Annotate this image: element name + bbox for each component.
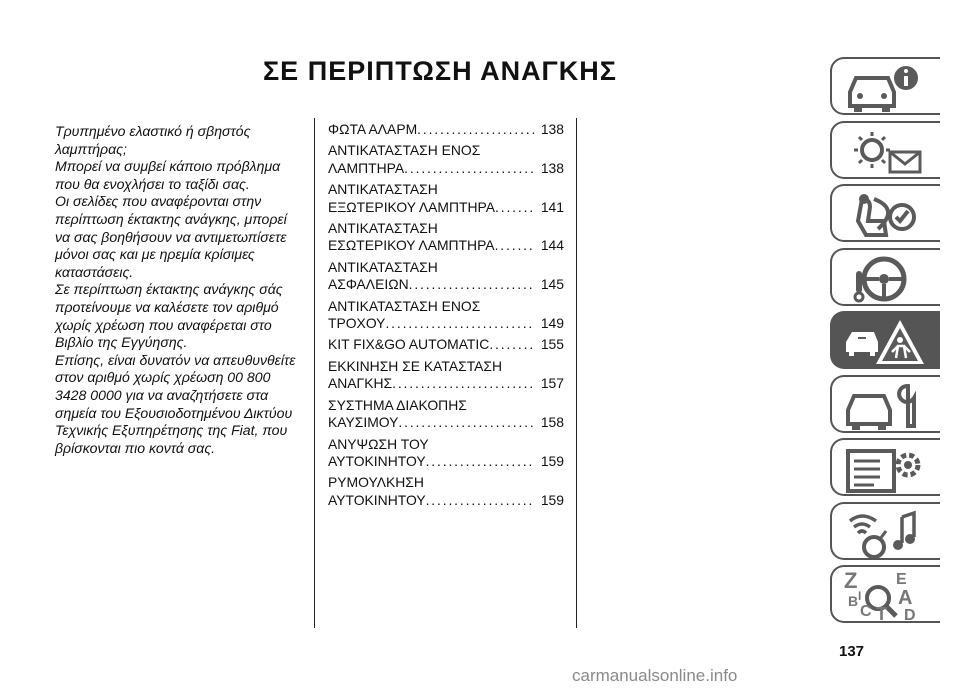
toc-page-number: 138 bbox=[540, 159, 564, 176]
chapter-tab[interactable] bbox=[830, 248, 940, 306]
index-letter: C bbox=[860, 603, 872, 620]
toc-entry-label: ΑΝΤΙΚΑΤΑΣΤΑΣΗ bbox=[328, 220, 438, 237]
toc-entry-label: ΑΝΑΓΚΗΣ bbox=[328, 375, 393, 392]
toc-entry[interactable] bbox=[328, 474, 564, 509]
dot-leader bbox=[495, 237, 535, 254]
index-letter: A bbox=[898, 587, 913, 609]
index-letter: B bbox=[848, 593, 859, 609]
page-number: 137 bbox=[839, 643, 865, 660]
intro-paragraph: Επίσης, είναι δυνατόν να απευθυνθείτε στον αριθμό χωρίς χρέωση 00 800 3428 0000 για να αναζητήσετε στα σημεία του Εξουσιοδοτημένου Δικτύου Τεχνικής Εξυπηρέτησης της Fiat, που βρίσκονται πιο κοντά σας. bbox=[55, 351, 296, 456]
toc-page-number: 158 bbox=[540, 414, 564, 431]
intro-text bbox=[55, 123, 305, 457]
emergency-warning-icon bbox=[840, 316, 930, 368]
toc-entry-label: ΛΑΜΠΤΗΡΑ bbox=[328, 159, 405, 176]
dot-leader bbox=[426, 492, 535, 509]
toc-page-number: 159 bbox=[540, 452, 564, 469]
toc-page-number: 144 bbox=[540, 237, 564, 254]
toc-page-number: 145 bbox=[540, 276, 564, 293]
toc-page-number: 159 bbox=[540, 491, 564, 508]
intro-paragraph: Τρυπημένο ελαστικό ή σβηστός λαμπτήρας; bbox=[55, 123, 251, 157]
intro-paragraph: Μπορεί να συμβεί κάποιο πρόβλημα που θα ενοχλήσει το ταξίδι σας. bbox=[55, 158, 281, 192]
toc-entry-label: ΣΥΣΤΗΜΑ ΔΙΑΚΟΠΗΣ bbox=[328, 396, 467, 413]
toc-entry-label: ΦΩΤΑ ΑΛΑΡΜ bbox=[328, 121, 418, 137]
table-of-contents bbox=[328, 121, 564, 513]
intro-paragraph: Σε περίπτωση έκτακτης ανάγκης σάς προτείνουμε να καλέσετε τον αριθμό χωρίς χρέωση που αναφέρεται στο Βιβλίο της Εγγύησης. bbox=[55, 281, 283, 351]
dot-leader bbox=[404, 160, 535, 177]
toc-entry-label: ΑΝΤΙΚΑΤΑΣΤΑΣΗ bbox=[328, 181, 438, 198]
toc-entry[interactable] bbox=[328, 298, 564, 333]
dot-leader bbox=[495, 199, 535, 216]
index-letter: Z bbox=[844, 570, 858, 593]
column-divider bbox=[576, 118, 577, 628]
index-icon bbox=[840, 570, 930, 622]
toc-page-number: 138 bbox=[540, 121, 564, 137]
chapter-tab[interactable] bbox=[830, 565, 940, 623]
toc-entry-label: ΑΝΤΙΚΑΤΑΣΤΑΣΗ bbox=[328, 258, 438, 275]
dot-leader bbox=[398, 414, 534, 431]
chapter-tab[interactable] bbox=[830, 502, 940, 560]
toc-entry-label: ΤΡΟΧΟΥ bbox=[328, 315, 386, 332]
dot-leader bbox=[489, 336, 535, 353]
toc-entry-label: ΑΣΦΑΛΕΙΩΝ bbox=[328, 276, 409, 293]
toc-page-number: 155 bbox=[540, 336, 564, 353]
dot-leader bbox=[409, 276, 535, 293]
car-info-icon bbox=[840, 62, 930, 114]
chapter-tab[interactable] bbox=[830, 438, 940, 496]
chapter-tab[interactable] bbox=[830, 121, 940, 179]
dot-leader bbox=[426, 453, 535, 470]
index-letter: T bbox=[876, 604, 887, 622]
toc-entry-label: ΚΑΥΣΙΜΟΥ bbox=[328, 414, 399, 431]
dot-leader bbox=[417, 121, 535, 138]
toc-entry[interactable] bbox=[328, 181, 564, 216]
watermark: carmanualsonline.info bbox=[572, 666, 738, 685]
toc-entry-label: ΑΝΤΙΚΑΤΑΣΤΑΣΗ ΕΝΟΣ bbox=[328, 297, 481, 314]
steering-wheel-icon bbox=[840, 253, 930, 305]
chapter-tab[interactable] bbox=[830, 375, 940, 433]
toc-page-number: 157 bbox=[540, 375, 564, 392]
toc-entry[interactable] bbox=[328, 142, 564, 177]
index-letter: D bbox=[904, 607, 916, 622]
toc-entry[interactable] bbox=[328, 121, 564, 138]
dashboard-lights-icon bbox=[840, 126, 930, 178]
toc-entry-label: ΡΥΜΟΥΛΚΗΣΗ bbox=[328, 474, 424, 491]
toc-entry-label: ΕΣΩΤΕΡΙΚΟΥ ΛΑΜΠΤΗΡΑ bbox=[328, 237, 495, 254]
index-letter: I bbox=[858, 589, 862, 603]
toc-entry-label: ΑΝΤΙΚΑΤΑΣΤΑΣΗ ΕΝΟΣ bbox=[328, 142, 481, 159]
toc-entry-label: ΕΞΩΤΕΡΙΚΟΥ ΛΑΜΠΤΗΡΑ bbox=[328, 198, 496, 215]
toc-entry-label: ΑΝΥΨΩΣΗ ΤΟΥ bbox=[328, 435, 429, 452]
toc-entry[interactable] bbox=[328, 259, 564, 294]
column-divider bbox=[314, 118, 315, 628]
toc-entry[interactable] bbox=[328, 436, 564, 471]
chapter-tab[interactable] bbox=[830, 184, 940, 242]
toc-entry-label: ΑΥΤΟΚΙΝΗΤΟΥ bbox=[328, 491, 426, 508]
intro-paragraph: Οι σελίδες που αναφέρονται στην περίπτωση έκτακτης ανάγκης, μπορεί να σας βοηθήσουν να αντιμετωπίσετε μόνοι σας και με ηρεμία κρίσιμες καταστάσεις. bbox=[55, 193, 287, 280]
toc-entry-label: KIT FIX&GO AUTOMATIC bbox=[328, 336, 490, 353]
page-title: ΣΕ ΠΕΡΙΠΤΩΣΗ ΑΝΑΓΚΗΣ bbox=[262, 56, 617, 86]
toc-entry[interactable] bbox=[328, 358, 564, 393]
multimedia-icon bbox=[840, 507, 930, 559]
car-maintenance-icon bbox=[840, 380, 930, 432]
toc-entry[interactable] bbox=[328, 220, 564, 255]
toc-page-number: 149 bbox=[540, 315, 564, 332]
dot-leader bbox=[385, 315, 534, 332]
dot-leader bbox=[392, 375, 535, 392]
technical-data-icon bbox=[840, 443, 930, 495]
index-letter: E bbox=[896, 571, 907, 588]
seat-airbag-icon bbox=[840, 189, 930, 241]
toc-entry[interactable] bbox=[328, 336, 564, 353]
toc-entry-label: ΑΥΤΟΚΙΝΗΤΟΥ bbox=[328, 452, 426, 469]
toc-entry[interactable] bbox=[328, 397, 564, 432]
chapter-tab[interactable] bbox=[830, 57, 940, 115]
toc-entry-label: ΕΚΚΙΝΗΣΗ ΣΕ ΚΑΤΑΣΤΑΣΗ bbox=[328, 357, 503, 374]
chapter-tab[interactable] bbox=[830, 311, 940, 369]
toc-page-number: 141 bbox=[540, 198, 564, 215]
